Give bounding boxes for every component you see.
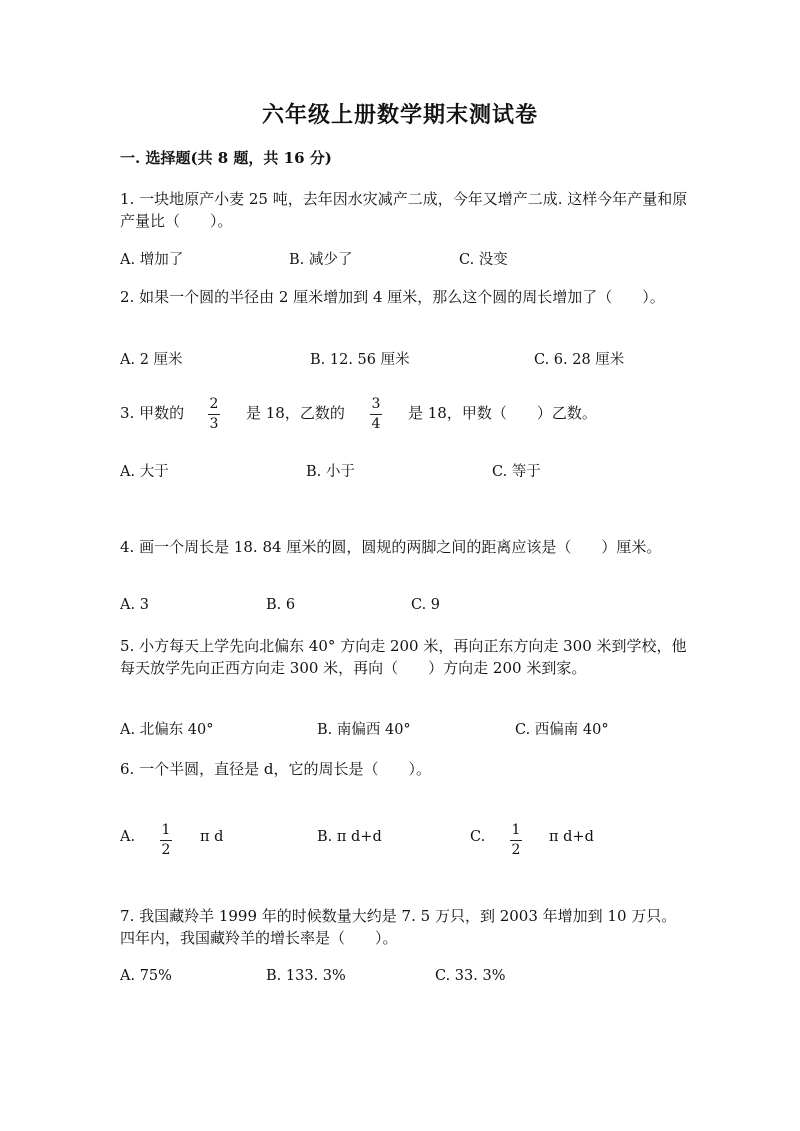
q6-option-b[interactable]: B. π d+d [317,829,382,845]
q1-option-b[interactable]: B. 减少了 [289,252,353,268]
q6-option-c-fraction [510,822,522,858]
question-6: 6. 一个半圆，直径是 d，它的周长是（ ）。 [120,760,431,778]
fraction-denominator: 3 [209,416,219,432]
q3-option-b[interactable]: B. 小于 [306,464,355,480]
q3-fraction-2 [370,396,382,432]
question-2: 2. 如果一个圆的半径由 2 厘米增加到 4 厘米，那么这个圆的周长增加了（ ）。 [120,288,665,306]
fraction-bar [370,414,382,415]
q6-option-a-label[interactable]: A. [120,829,136,845]
q7-option-c[interactable]: C. 33. 3% [435,968,506,984]
q2-option-b[interactable]: B. 12. 56 厘米 [310,352,410,368]
q4-option-a[interactable]: A. 3 [120,597,149,613]
fraction-numerator: 1 [511,822,521,838]
q2-option-a[interactable]: A. 2 厘米 [120,352,183,368]
q4-option-c[interactable]: C. 9 [411,597,441,613]
q1-option-c[interactable]: C. 没变 [459,252,508,268]
q5-option-a[interactable]: A. 北偏东 40° [120,722,214,738]
question-3-part3: 是 18，甲数（ ）乙数。 [408,404,597,422]
question-1: 1. 一块地原产小麦 25 吨，去年因水灾减产二成，今年又增产二成. 这样今年产量和原产量比（ ）。 [120,190,688,230]
q4-option-b[interactable]: B. 6 [266,597,296,613]
fraction-bar [160,840,172,841]
fraction-numerator: 2 [209,396,219,412]
fraction-numerator: 3 [371,396,381,412]
fraction-bar [510,840,522,841]
question-3-part2: 是 18，乙数的 [246,404,345,422]
fraction-denominator: 2 [161,842,171,858]
fraction-bar [208,414,220,415]
q5-option-c[interactable]: C. 西偏南 40° [515,722,609,738]
fraction-denominator: 4 [371,416,381,432]
q1-option-a[interactable]: A. 增加了 [120,252,184,268]
q3-option-c[interactable]: C. 等于 [492,464,541,480]
q6-option-c-label[interactable]: C. [470,829,486,845]
fraction-denominator: 2 [511,842,521,858]
q3-fraction-1 [208,396,220,432]
question-5: 5. 小方每天上学先向北偏东 40° 方向走 200 米，再向正东方向走 300 米到学校，他每天放学先向正西方向走 300 米，再向（ ）方向走 200 米到家。 [120,637,687,677]
fraction-numerator: 1 [161,822,171,838]
question-4: 4. 画一个周长是 18. 84 厘米的圆，圆规的两脚之间的距离应该是（ ）厘米。 [120,538,662,556]
q2-option-c[interactable]: C. 6. 28 厘米 [534,352,625,368]
q6-option-a-text: π d [200,829,224,845]
q7-option-a[interactable]: A. 75% [120,968,172,984]
page-title: 六年级上册数学期末测试卷 [261,102,538,128]
q7-option-b[interactable]: B. 133. 3% [266,968,346,984]
section-heading: 一. 选择题(共 8 题，共 16 分) [120,149,332,167]
q6-option-c-text: π d+d [549,829,594,845]
question-7: 7. 我国藏羚羊 1999 年的时候数量大约是 7. 5 万只，到 2003 年增加到 10 万只。四年内，我国藏羚羊的增长率是（ ）。 [120,907,677,947]
q6-option-a-fraction [160,822,172,858]
q3-option-a[interactable]: A. 大于 [120,464,169,480]
question-3-part1: 3. 甲数的 [120,404,185,422]
q5-option-b[interactable]: B. 南偏西 40° [317,722,411,738]
